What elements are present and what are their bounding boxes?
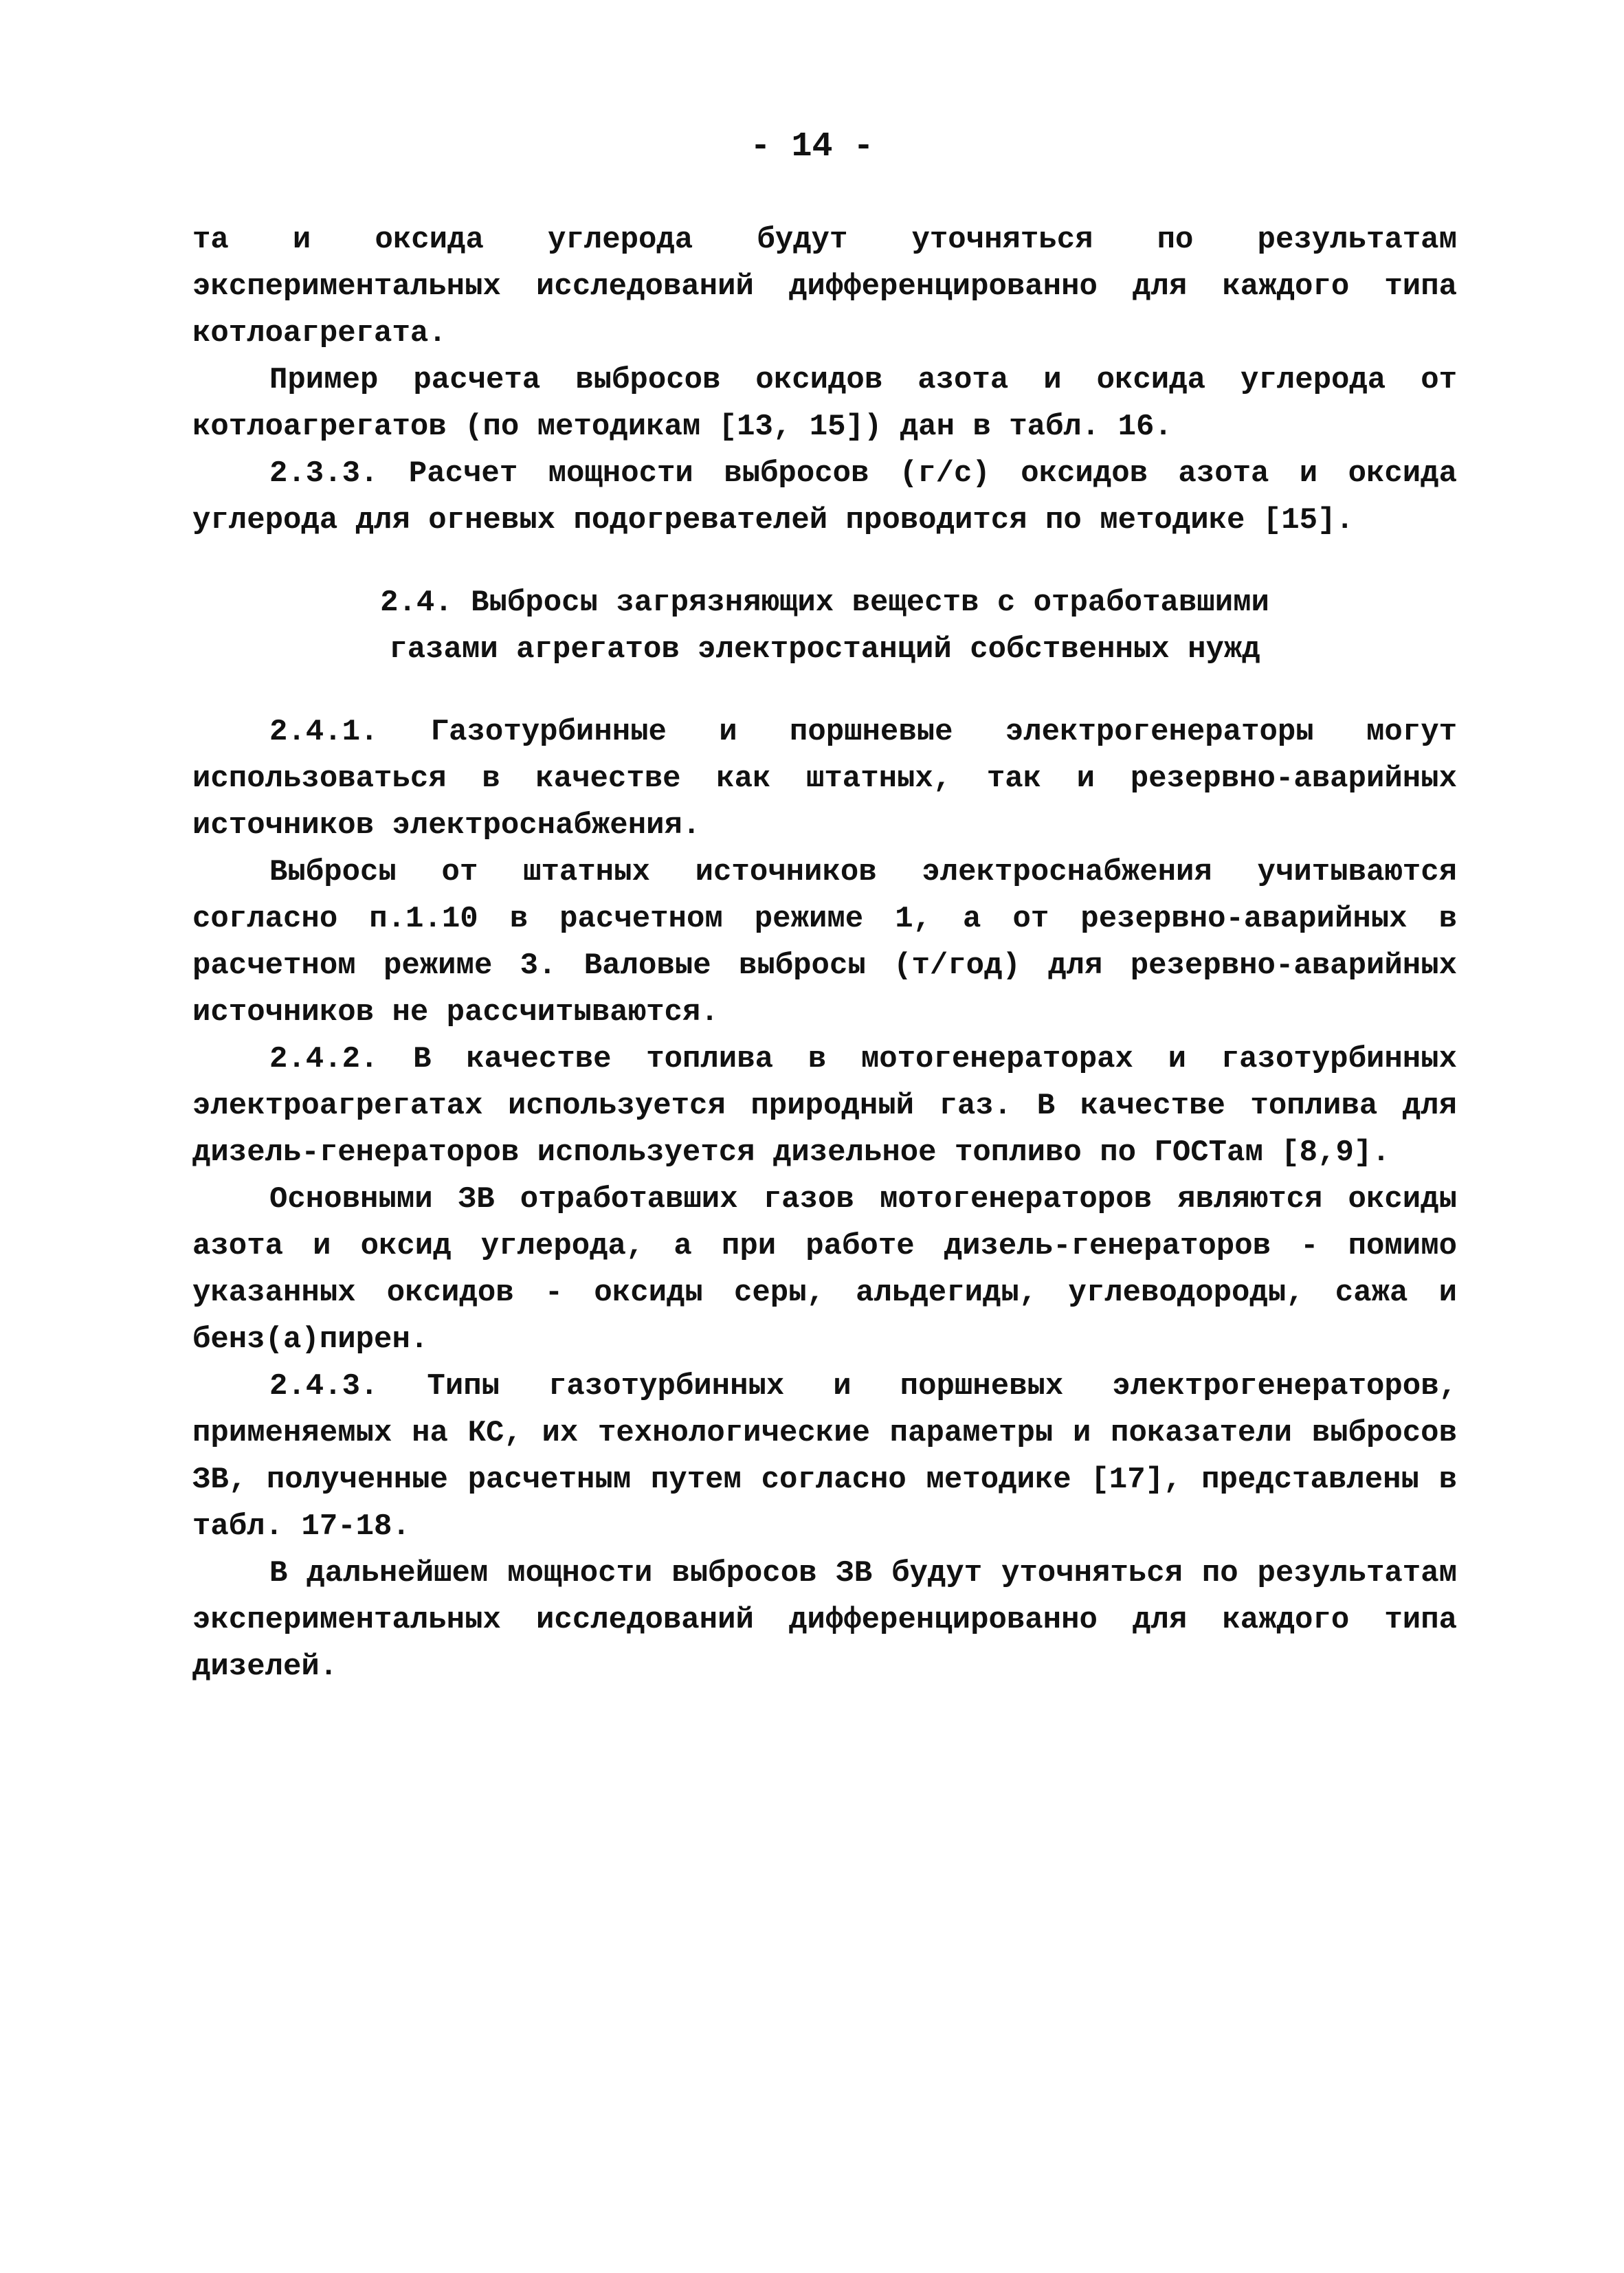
paragraph-future-refinement: В дальнейшем мощности выбросов ЗВ будут уточняться по результатам экспериментальных исследований дифференцированно для каждого типа дизелей. [192, 1556, 1457, 1684]
paragraph-main-pollutants: Основными ЗВ отработавших газов мотогенераторов являются оксиды азота и оксид углерода, а при работе дизель-генераторов - помимо указанных оксидов - оксиды серы, альдегиды, углеводороды, сажа и бенз(а)пирен. [192, 1182, 1457, 1357]
paragraph-2-4-2: 2.4.2. В качестве топлива в мотогенераторах и газотурбинных электроагрегатах используется природный газ. В качестве топлива для дизель-генераторов используется дизельное топливо по ГОСТам [8,9]. [192, 1042, 1457, 1170]
section-heading-2-4 [192, 579, 1457, 673]
section-heading-line-2: газами агрегатов электростанций собственных нужд [389, 632, 1260, 667]
paragraph-2-4-3: 2.4.3. Типы газотурбинных и поршневых электрогенераторов, применяемых на КС, их технологические параметры и показатели выбросов ЗВ, полученные расчетным путем согласно методике [17], представлены в табл. 17-18. [192, 1369, 1457, 1544]
section-heading-line-1: 2.4. Выбросы загрязняющих веществ с отработавшими [380, 586, 1269, 620]
paragraph-example: Пример расчета выбросов оксидов азота и оксида углерода от котлоагрегатов (по методикам [13, 15]) дан в табл. 16. [192, 363, 1457, 444]
page-number: - 14 - [750, 127, 874, 166]
paragraph-2-4-1: 2.4.1. Газотурбинные и поршневые электрогенераторы могут использоваться в качестве как штатных, так и резервно-аварийных источников электроснабжения. [192, 715, 1457, 843]
paragraph-2-3-3: 2.3.3. Расчет мощности выбросов (г/с) оксидов азота и оксида углерода для огневых подогревателей проводится по методике [15]. [192, 456, 1457, 537]
body-text [192, 217, 1457, 1690]
paragraph-emissions-regular: Выбросы от штатных источников электроснабжения учитываются согласно п.1.10 в расчетном режиме 1, а от резервно-аварийных в расчетном режиме 3. Валовые выбросы (т/год) для резервно-аварийных источников не рассчитываются. [192, 855, 1457, 1030]
paragraph-continuation: та и оксида углерода будут уточняться по результатам экспериментальных исследований дифференцированно для каждого типа котлоагрегата. [192, 223, 1457, 351]
